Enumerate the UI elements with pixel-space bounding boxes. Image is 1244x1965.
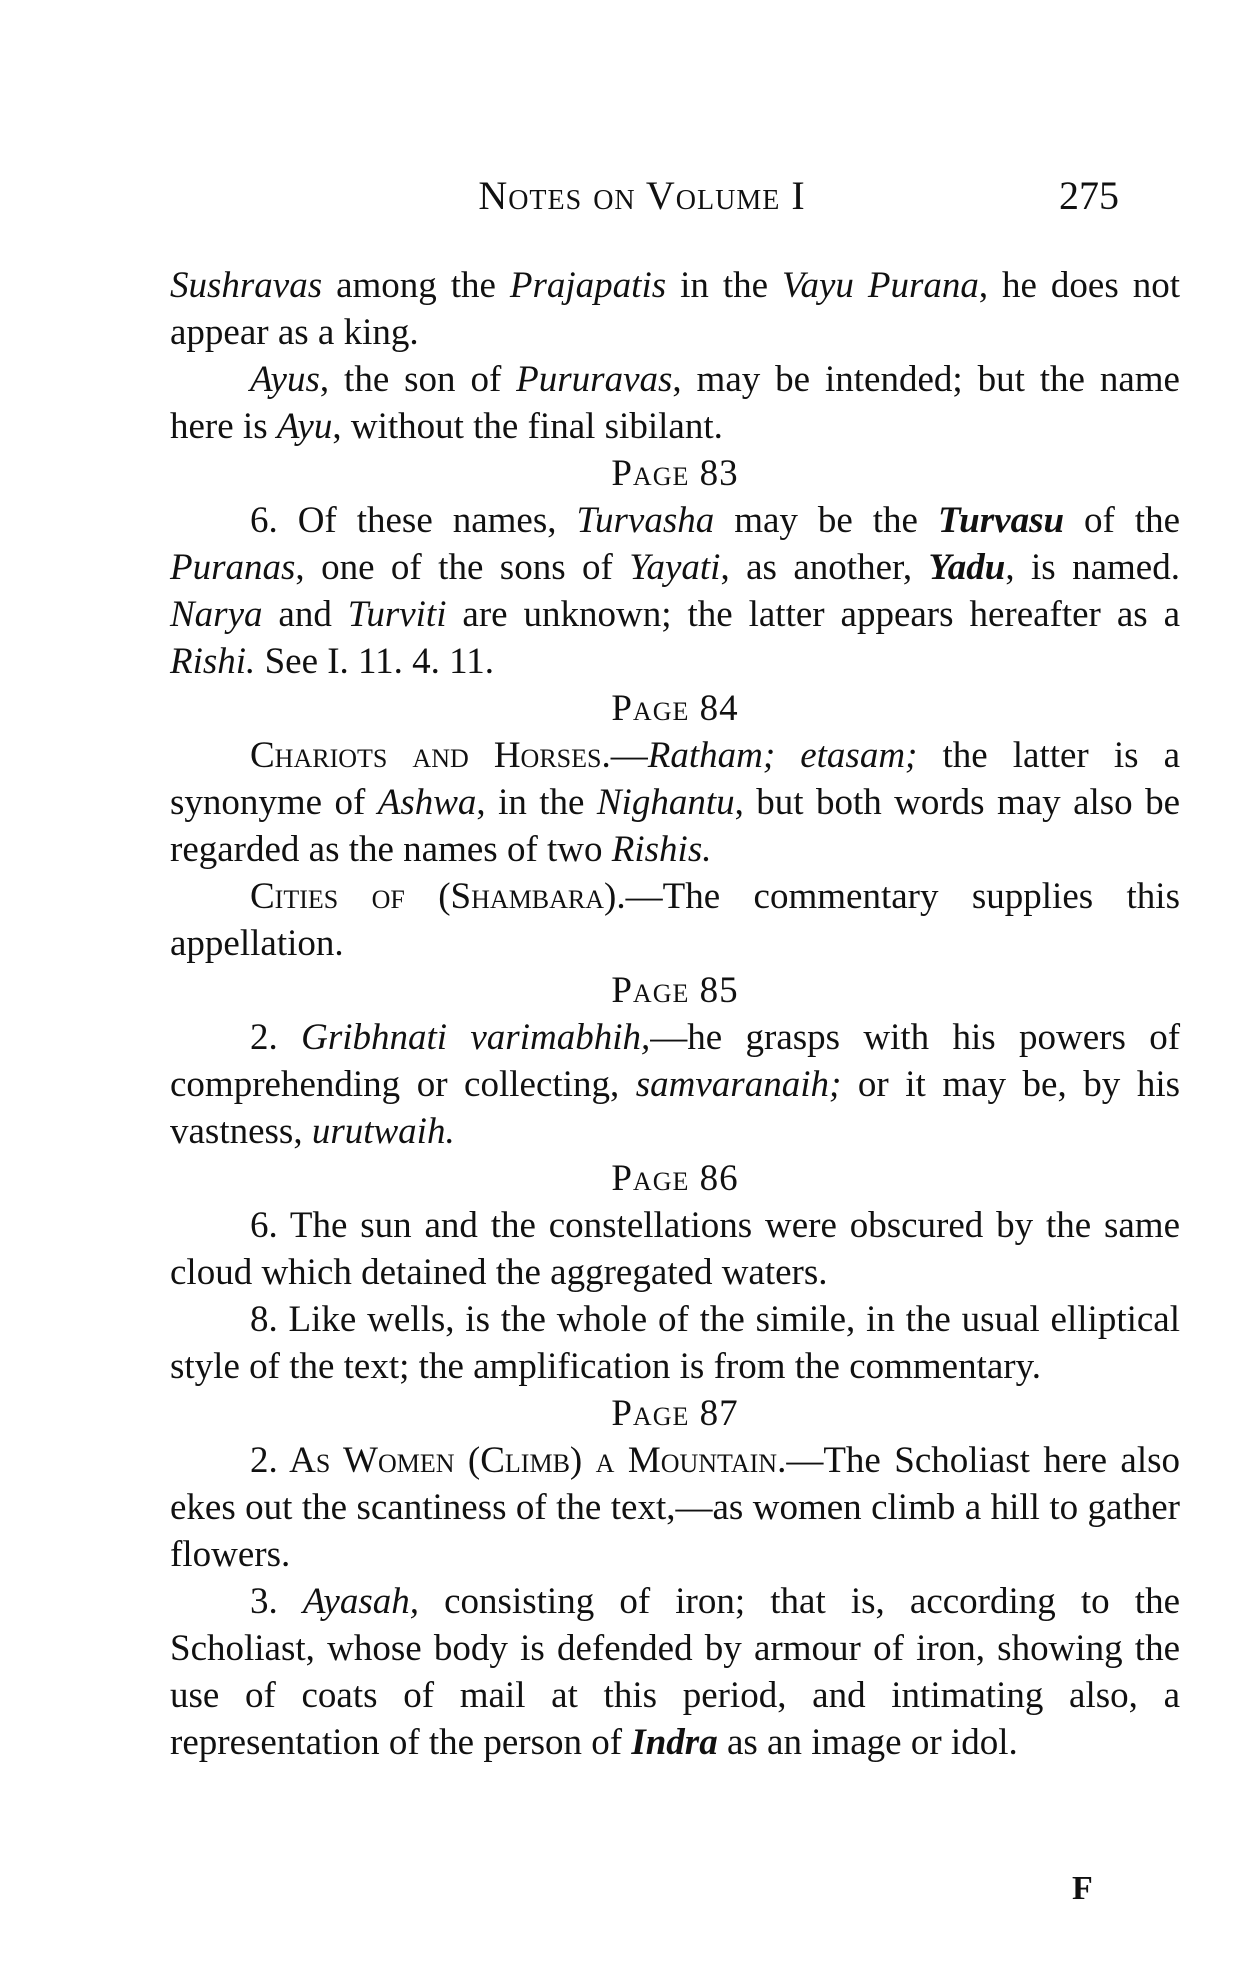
italic-term: Turviti <box>347 594 447 635</box>
italic-term: Turvasha <box>576 500 715 541</box>
italic-term: samvaranaih; <box>635 1064 842 1105</box>
italic-term: Sushravas <box>170 265 323 306</box>
italic-term: Prajapatis <box>509 265 667 306</box>
text-run: See I. 11. 4. 11. <box>255 641 495 682</box>
italic-term: Nighantu <box>596 782 735 823</box>
running-head: Notes on Volume I <box>478 173 806 218</box>
italic-term: Rishi. <box>170 641 256 682</box>
text-run: 8. Like wells, is the whole of the simile, in the usual elliptical style of the text; the amplification is from the commentary. <box>170 1299 1180 1387</box>
text-run: , in the <box>476 782 597 823</box>
text-run: as an image or idol. <box>717 1722 1018 1763</box>
text-run: —The commentary supplies this appellation. <box>170 876 1180 964</box>
text-run: , one of the sons of <box>295 547 630 588</box>
italic-term: Ratham; etasam; <box>647 735 918 776</box>
italic-term: Puranas <box>170 547 296 588</box>
text-run: , he does not appear as a king. <box>170 265 1180 353</box>
italic-term: Pururavas <box>516 359 673 400</box>
italic-term: Ayus <box>250 359 320 400</box>
paragraph <box>170 1014 1180 1155</box>
text-run: or it may be, by his vastness, <box>170 1064 1181 1152</box>
italic-term: Gribhnati varimabhih, <box>301 1017 651 1058</box>
italic-term: Yadu <box>928 547 1006 588</box>
signature-mark: F <box>1072 1870 1093 1907</box>
text-run: —he grasps with his powers of comprehending or collecting, <box>170 1017 1181 1105</box>
paragraph <box>170 1202 1180 1296</box>
text-run: of the <box>1064 500 1181 541</box>
text-run: the latter is a synonyme of <box>170 735 1181 823</box>
section-heading: Page 83 <box>611 453 739 494</box>
paragraph <box>170 732 1180 873</box>
italic-term: Indra <box>631 1722 718 1763</box>
paragraph <box>170 497 1180 685</box>
text-run: , is named. <box>1005 547 1180 588</box>
text-run: and <box>262 594 348 635</box>
section-heading: Page 86 <box>611 1158 739 1199</box>
section-heading: Page 85 <box>611 970 739 1011</box>
text-run: — <box>610 735 648 776</box>
text-run: consisting of iron; that is, according to the Scholiast, whose body is defended by armour of iron, showing the use of coats of mail at this period, and intimating also, a representation of the person of <box>170 1581 1180 1763</box>
italic-term: urutwaih. <box>311 1111 455 1152</box>
text-run: —The Scholiast here also ekes out the scantiness of the text,—as women climb a hill to gather flowers. <box>170 1440 1180 1575</box>
section-heading: Page 87 <box>611 1393 739 1434</box>
paragraph <box>170 1296 1180 1390</box>
paragraph <box>170 356 1180 450</box>
italic-term: Narya <box>170 594 263 635</box>
text-run: , without the final sibilant. <box>332 406 723 447</box>
italic-term: Ashwa <box>377 782 477 823</box>
text-run: , as another, <box>720 547 929 588</box>
small-caps-lead: Chariots and Horses. <box>250 735 611 776</box>
text-run: are unknown; the latter appears hereafter as a <box>446 594 1180 635</box>
italic-term: Ayasah, <box>302 1581 420 1622</box>
text-run: 2. <box>250 1017 302 1058</box>
page-body <box>170 262 1180 1766</box>
italic-term: Yayati <box>629 547 721 588</box>
text-run: 6. The sun and the constellations were obscured by the same cloud which detained the aggregated waters. <box>170 1205 1180 1293</box>
italic-term: Ayu <box>276 406 333 447</box>
paragraph <box>170 1437 1180 1578</box>
page-header <box>0 172 1244 232</box>
text-run: 3. <box>250 1581 303 1622</box>
italic-term: Vayu Purana <box>781 265 979 306</box>
text-run: among the <box>322 265 510 306</box>
text-run: may be the <box>714 500 938 541</box>
text-run: , but both words may also be regarded as the names of two <box>170 782 1180 870</box>
italic-term: Turvasu <box>937 500 1065 541</box>
text-run: , may be intended; but the name here is <box>170 359 1180 447</box>
paragraph <box>170 873 1180 967</box>
page-number: 275 <box>1059 173 1119 218</box>
section-heading: Page 84 <box>611 688 739 729</box>
text-run: 6. Of these names, <box>250 500 577 541</box>
text-run: in the <box>666 265 782 306</box>
paragraph <box>170 262 1180 356</box>
text-run: , the son of <box>319 359 517 400</box>
small-caps-lead: Cities of (Shambara). <box>250 876 626 917</box>
paragraph <box>170 1578 1180 1766</box>
italic-term: Rishis. <box>611 829 712 870</box>
small-caps-lead: 2. As Women (Climb) a Mountain. <box>250 1440 787 1481</box>
